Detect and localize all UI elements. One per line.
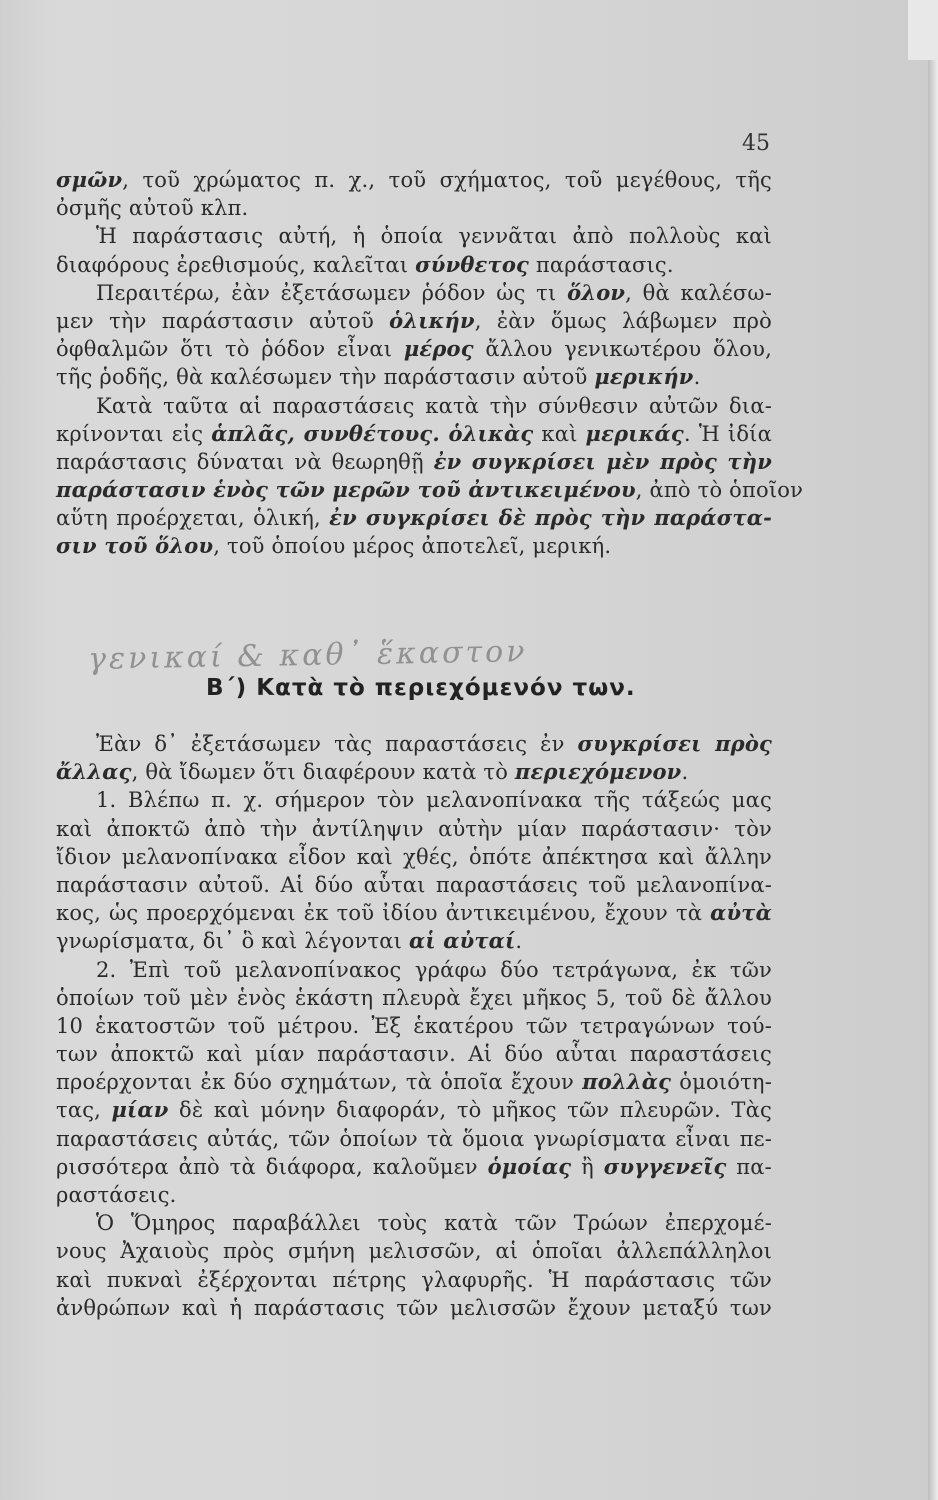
text-segment: νους Ἀχαιοὺς πρὸς σμήνη μελισσῶν, αἱ ὁποῖαι ἀλλεπάλληλοι <box>56 1239 772 1264</box>
emphasized-text: ἐν συγκρίσει μὲν πρὸς τὴν <box>433 448 772 474</box>
text-segment: 2. Ἐπὶ τοῦ μελανοπίνακος γράφω δύο τετράγωνα, ἐκ τῶν <box>96 957 772 982</box>
text-line <box>56 758 772 786</box>
text-line <box>56 1181 772 1209</box>
emphasized-text: μερικήν <box>594 364 694 390</box>
text-segment: Ὁ Ὅμηρος παραβάλλει τοὺς κατὰ τῶν Τρώων ἐπερχομέ- <box>96 1211 772 1236</box>
text-segment: ἄλλου γενικωτέρου ὅλου, <box>473 337 772 362</box>
text-segment: , θὰ καλέσω- <box>625 280 772 305</box>
text-line <box>56 1068 772 1096</box>
text-line <box>56 1125 772 1153</box>
text-line <box>56 956 772 984</box>
text-segment: τας, <box>56 1098 112 1123</box>
emphasized-text: μερικάς <box>585 420 684 446</box>
text-line <box>56 843 772 871</box>
text-segment: παραστάσεις αὐτάς, τῶν ὁποίων τὰ ὅμοια γνωρίσματα εἶναι πε- <box>56 1126 772 1151</box>
text-segment: τῆς ῥοδῆς, θὰ καλέσωμεν τὴν παράστασιν αὐτοῦ <box>56 365 595 390</box>
text-line <box>56 166 772 194</box>
emphasized-text: σιν τοῦ ὅλου <box>56 533 214 559</box>
text-segment: μεν τὴν παράστασιν αὐτοῦ <box>56 308 390 333</box>
text-segment: 1. Βλέπω π. χ. σήμερον τὸν μελανοπίνακα τῆς τάξεώς μας <box>96 788 772 813</box>
text-segment: πα- <box>726 1154 772 1179</box>
page-number: 45 <box>742 131 770 156</box>
text-segment: Κατὰ ταῦτα αἱ παραστάσεις κατὰ τὴν σύνθεσιν αὐτῶν δια- <box>96 393 772 418</box>
text-segment: 10 ἑκατοστῶν τοῦ μέτρου. Ἐξ ἑκατέρου τῶν τετραγώνων τού- <box>56 1013 772 1038</box>
text-segment: ὀσμῆς αὐτοῦ κλπ. <box>56 196 249 221</box>
text-segment: ραστάσεις. <box>56 1183 177 1207</box>
emphasized-text: ἐν συγκρίσει δὲ πρὸς τὴν παράστα- <box>329 505 772 531</box>
text-segment: αὕτη προέρχεται, ὁλική, <box>56 506 330 531</box>
text-segment: , θὰ ἴδωμεν ὅτι διαφέρουν κατὰ τὸ <box>131 760 515 785</box>
emphasized-text: σύνθετος <box>415 251 530 277</box>
text-line <box>56 786 772 814</box>
text-segment: , τοῦ χρώματος π. χ., τοῦ σχήματος, τοῦ μεγέθους, τῆς <box>122 168 772 192</box>
text-line <box>56 335 772 363</box>
text-segment: παράστασις. <box>529 252 674 277</box>
emphasized-text: ἁπλᾶς, συνθέτους. ὁλικὰς <box>211 420 534 446</box>
text-segment: καὶ ἀποκτῶ ἀπὸ τὴν ἀντίληψιν αὐτὴν μίαν παράστασιν· τὸν <box>56 816 772 841</box>
emphasized-text: συγκρίσει πρὸς <box>577 731 773 756</box>
text-segment: , ἀπὸ τὸ ὁποῖον <box>635 478 804 503</box>
text-line <box>56 251 772 279</box>
emphasized-text: μέρος <box>403 336 474 362</box>
emphasized-text: μίαν <box>111 1097 169 1123</box>
text-segment: κος, ὡς προερχόμεναι ἐκ τοῦ ἰδίου ἀντικειμένου, ἔχουν τὰ <box>56 901 711 926</box>
emphasized-text: συγγενεῖς <box>603 1153 727 1179</box>
emphasized-text: σμῶν <box>56 167 123 192</box>
text-line <box>56 1266 772 1294</box>
text-line <box>56 279 772 307</box>
text-line <box>56 222 772 250</box>
text-line <box>56 1294 772 1322</box>
text-segment: παράστασιν αὐτοῦ. Αἱ δύο αὗται παραστάσεις τοῦ μελανοπίνα- <box>56 872 772 897</box>
text-line <box>56 1209 772 1237</box>
text-line <box>56 927 772 955</box>
text-segment: , τοῦ ὁποίου μέρος ἀποτελεῖ, μερική. <box>213 534 612 559</box>
emphasized-text: παράστασιν ἑνὸς τῶν μερῶν τοῦ ἀντικειμένου <box>56 477 636 503</box>
text-line <box>56 504 772 532</box>
text-segment: κρίνονται εἰς <box>56 421 212 446</box>
text-segment: . <box>693 365 701 390</box>
text-segment: . <box>681 760 689 785</box>
text-segment: διαφόρους ἐρεθισμούς, καλεῖται <box>56 252 416 277</box>
text-line <box>56 448 772 476</box>
text-segment: ἴδιον μελανοπίνακα εἶδον καὶ χθές, ὁπότε ἀπέκτησα καὶ ἄλλην <box>56 844 772 869</box>
emphasized-text: αὐτὰ <box>710 900 772 926</box>
text-line <box>56 984 772 1012</box>
text-line <box>56 1012 772 1040</box>
text-line <box>56 1096 772 1124</box>
text-line <box>56 307 772 335</box>
text-segment: παράστασις δύναται νὰ θεωρηθῇ <box>56 449 434 474</box>
text-line <box>56 871 772 899</box>
text-segment: , ἐὰν ὅμως λάβωμεν πρὸ <box>474 308 772 333</box>
page-edge-shadow <box>928 0 938 1500</box>
text-segment: ρισσότερα ἀπὸ τὰ διάφορα, καλοῦμεν <box>56 1154 488 1179</box>
text-line <box>56 420 772 448</box>
emphasized-text: ἄλλας <box>56 759 132 785</box>
text-line <box>56 815 772 843</box>
section-heading: Β΄) Κατὰ τὸ περιεχόμενόν των. <box>206 675 636 701</box>
emphasized-text: ὁμοίας <box>487 1153 572 1179</box>
text-segment: των ἀποκτῶ καὶ μίαν παράστασιν. Αἱ δύο αὗται παραστάσεις <box>56 1042 772 1067</box>
emphasized-text: αἱ αὐταί <box>408 928 516 954</box>
text-line <box>56 1153 772 1181</box>
emphasized-text: περιεχόμενον <box>514 759 682 785</box>
text-segment: ὀφθαλμῶν ὅτι τὸ ῥόδον εἶναι <box>56 337 404 362</box>
text-segment: ἢ <box>571 1154 604 1179</box>
text-segment: καὶ <box>533 421 586 446</box>
text-segment: καὶ πυκναὶ ἐξέρχονται πέτρης γλαφυρῆς. Ἡ παράστασις τῶν <box>56 1267 772 1292</box>
text-segment: ὁμοιότη- <box>671 1070 772 1095</box>
emphasized-text: πολλὰς <box>582 1069 672 1095</box>
body-text-section-2 <box>56 730 772 1322</box>
text-line <box>56 899 772 927</box>
body-text-section-1 <box>56 166 804 561</box>
text-segment: ὁποίων τοῦ μὲν ἑνὸς ἑκάστη πλευρὰ ἔχει μῆκος 5, τοῦ δὲ ἄλλου <box>56 985 772 1010</box>
text-line <box>56 194 772 222</box>
text-segment: Ἐὰν δ᾽ ἐξετάσωμεν τὰς παραστάσεις ἐν <box>96 732 578 756</box>
text-line <box>56 363 772 391</box>
text-line <box>56 1237 772 1265</box>
text-line <box>56 730 772 758</box>
text-segment: . Ἡ ἰδία <box>683 421 772 446</box>
text-segment: . <box>515 929 523 954</box>
text-segment: δὲ καὶ μόνην διαφοράν, τὸ μῆκος τῶν πλευρῶν. Τὰς <box>168 1098 772 1123</box>
text-segment: ἀνθρώπων καὶ ἡ παράστασις τῶν μελισσῶν ἔχουν μεταξύ των <box>56 1295 772 1320</box>
text-segment: Ἡ παράστασις αὐτή, ἡ ὁποία γεννᾶται ἀπὸ πολλοὺς καὶ <box>96 224 772 249</box>
emphasized-text: ὁλικήν <box>389 307 475 333</box>
handwritten-annotation: γενικαί & καθ᾽ ἕκαστον <box>87 634 528 677</box>
text-line <box>56 392 772 420</box>
text-segment: προέρχονται ἐκ δύο σχημάτων, τὰ ὁποῖα ἔχουν <box>56 1070 583 1095</box>
text-line <box>56 532 772 560</box>
page-corner <box>908 0 938 60</box>
text-segment: γνωρίσματα, δι᾽ ὃ καὶ λέγονται <box>56 929 409 954</box>
text-segment: Περαιτέρω, ἐὰν ἐξετάσωμεν ῥόδον ὡς τι <box>96 280 568 305</box>
text-line <box>56 476 804 504</box>
emphasized-text: ὅλον <box>567 279 626 305</box>
text-line <box>56 1040 772 1068</box>
